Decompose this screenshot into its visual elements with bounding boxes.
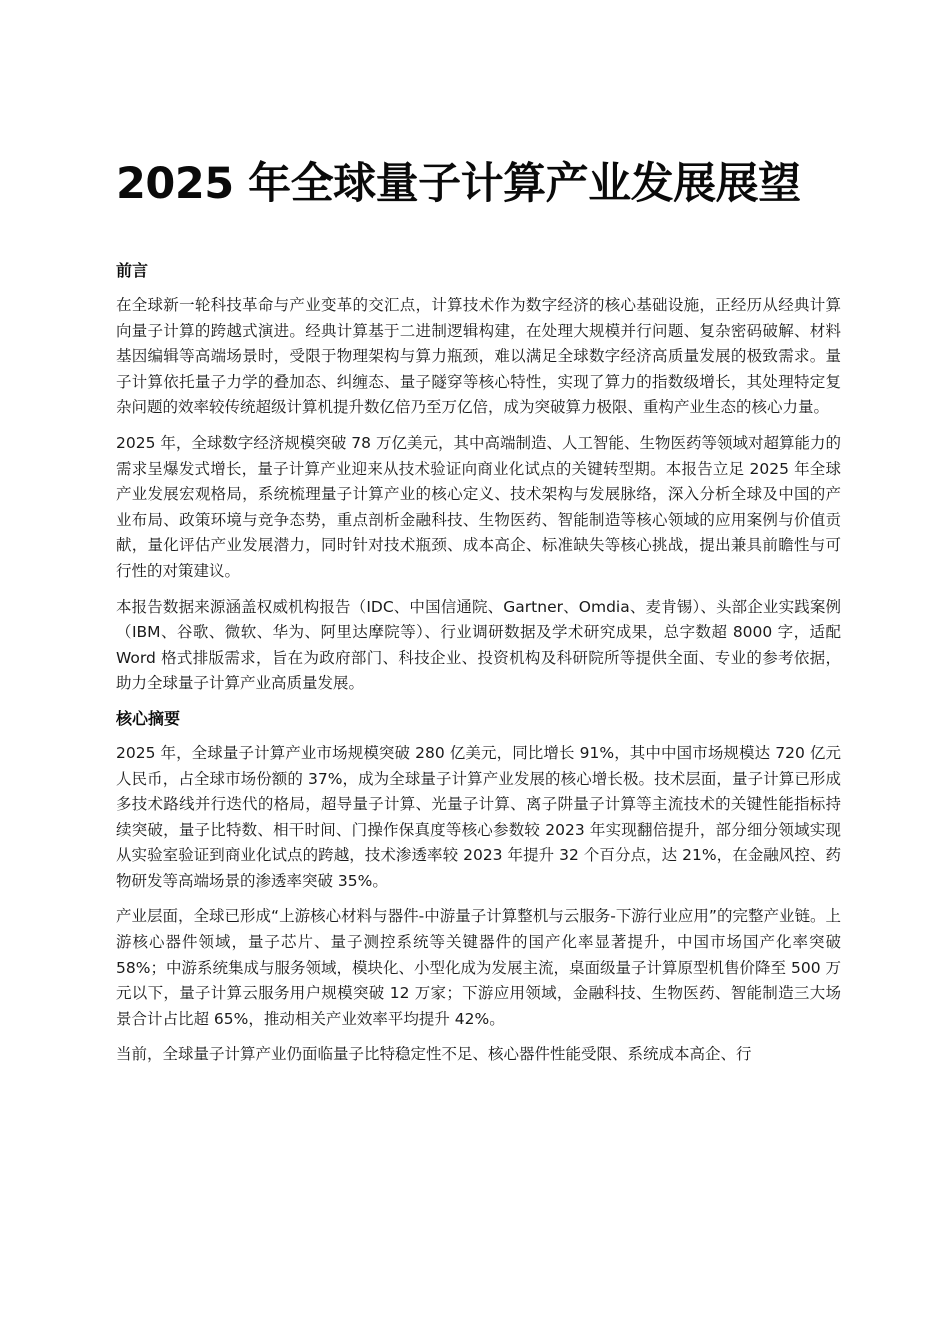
preface-paragraph-2: 2025 年，全球数字经济规模突破 78 万亿美元，其中高端制造、人工智能、生物医药等领域对超算能力的需求呈爆发式增长，量子计算产业迎来从技术验证向商业化试点的关键转型期。本报告立足 2025 年全球产业发展宏观格局，系统梳理量子计算产业的核心定义、技术架构与发展脉络，深入分析全球及中国的产业布局、政策环境与竞争态势，重点剖析金融科技、生物医药、智能制造等核心领域的应用案例与价值贡献，量化评估产业发展潜力，同时针对技术瓶颈、成本高企、标准缺失等核心挑战，提出兼具前瞻性与可行性的对策建议。 xyxy=(116,433,841,580)
section-heading-preface: 前言 xyxy=(116,261,149,280)
preface-paragraph-1: 在全球新一轮科技革命与产业变革的交汇点，计算技术作为数字经济的核心基础设施，正经历从经典计算向量子计算的跨越式演进。经典计算基于二进制逻辑构建，在处理大规模并行问题、复杂密码破解、材料基因编辑等高端场景时，受限于物理架构与算力瓶颈，难以满足全球数字经济高质量发展的极致需求。量子计算依托量子力学的叠加态、纠缠态、量子隧穿等核心特性，实现了算力的指数级增长，其处理特定复杂问题的效率较传统超级计算机提升数亿倍乃至万亿倍，成为突破算力极限、重构产业生态的核心力量。 xyxy=(116,296,841,417)
summary-paragraph-1: 2025 年，全球量子计算产业市场规模突破 280 亿美元，同比增长 91%，其中中国市场规模达 720 亿元人民币，占全球市场份额的 37%，成为全球量子计算产业发展的核心增长极。技术层面，量子计算已形成多技术路线并行迭代的格局，超导量子计算、光量子计算、离子阱量子计算等主流技术的关键性能指标持续突破，量子比特数、相干时间、门操作保真度等核心参数较 2023 年实现翻倍提升，部分细分领域实现从实验室验证到商业化试点的跨越，技术渗透率较 2023 年提升 32 个百分点，达 21%，在金融风控、药物研发等高端场景的渗透率突破 35%。 xyxy=(116,743,841,890)
page-title: 2025 年全球量子计算产业发展展望 xyxy=(116,159,801,209)
document-body xyxy=(116,259,841,1068)
summary-paragraph-2: 产业层面，全球已形成“上游核心材料与器件-中游量子计算整机与云服务-下游行业应用”的完整产业链。上游核心器件领域，量子芯片、量子测控系统等关键器件的国产化率显著提升，中国市场国产化率突破 58%；中游系统集成与服务领域，模块化、小型化成为发展主流，桌面级量子计算原型机售价降至 500 万元以下，量子计算云服务用户规模突破 12 万家；下游应用领域，金融科技、生物医药、智能制造三大场景合计占比超 65%，推动相关产业效率平均提升 42%。 xyxy=(116,907,841,1028)
section-heading-summary: 核心摘要 xyxy=(116,708,181,728)
preface-paragraph-3: 本报告数据来源涵盖权威机构报告（IDC、中国信通院、Gartner、Omdia、麦肯锡）、头部企业实践案例（IBM、谷歌、微软、华为、阿里达摩院等）、行业调研数据及学术研究成果，总字数超 8000 字，适配 Word 格式排版需求，旨在为政府部门、科技企业、投资机构及科研院所等提供全面、专业的参考依据，助力全球量子计算产业高质量发展。 xyxy=(116,597,841,693)
summary-paragraph-3: 当前，全球量子计算产业仍面临量子比特稳定性不足、核心器件性能受限、系统成本高企、行 xyxy=(116,1045,752,1064)
